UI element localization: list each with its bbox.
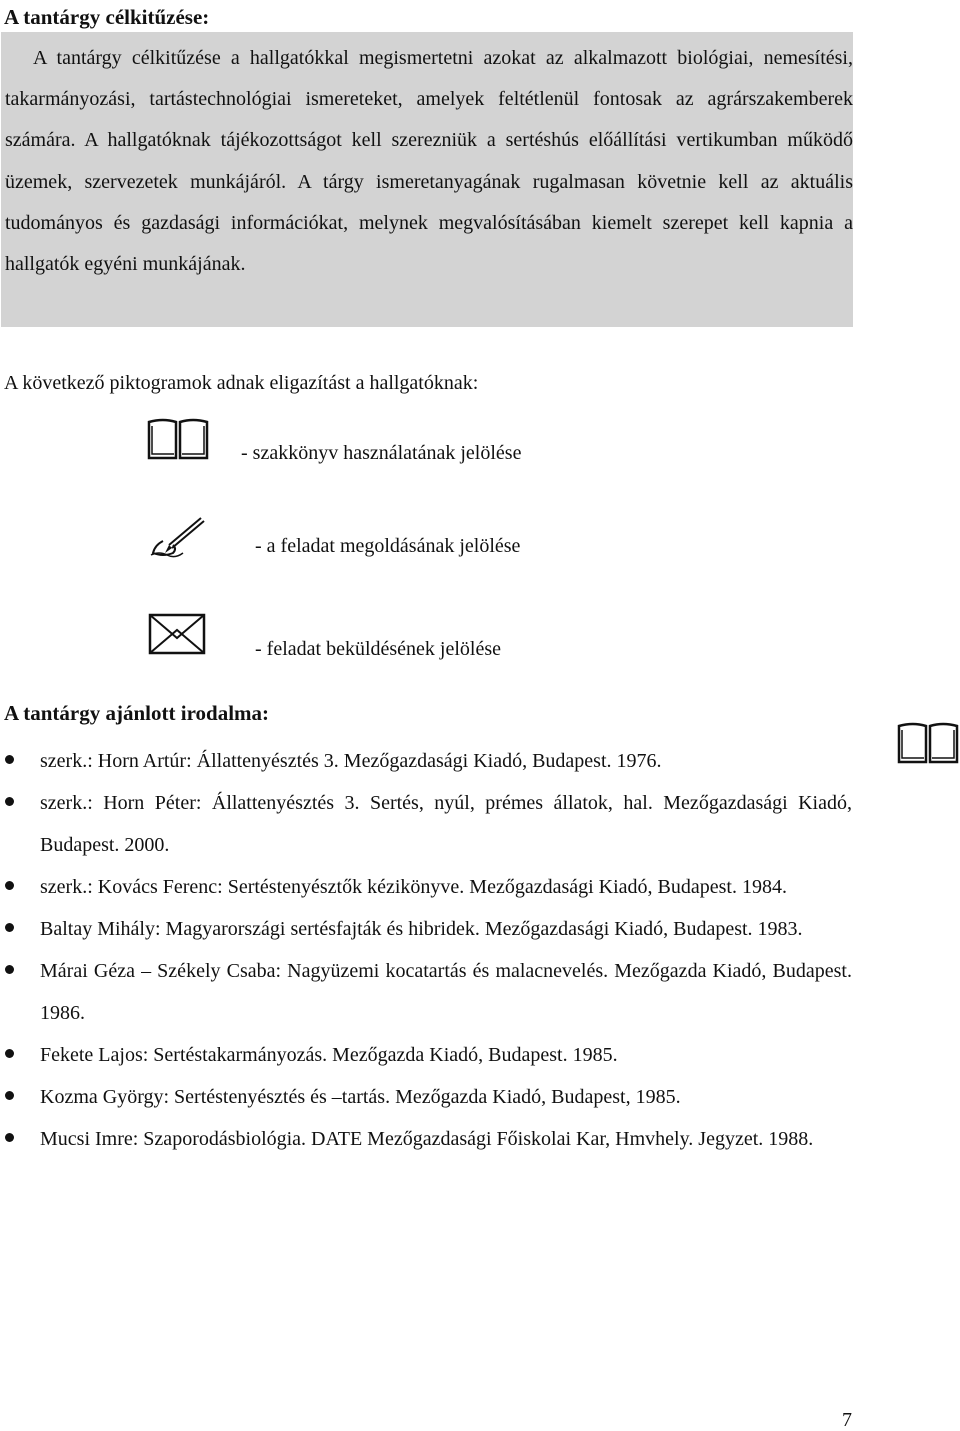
literature-item: szerk.: Horn Artúr: Állattenyésztés 3. Mezőgazdasági Kiadó, Budapest. 1976. xyxy=(0,740,852,782)
literature-item: Baltay Mihály: Magyarországi sertésfajták és hibridek. Mezőgazdasági Kiadó, Budapest. 1983. xyxy=(0,908,852,950)
pictogram-label-writing: - a feladat megoldásának jelölése xyxy=(255,535,521,557)
page-number: 7 xyxy=(842,1409,852,1431)
pictogram-label-envelope: - feladat beküldésének jelölése xyxy=(255,638,501,660)
literature-item: Fekete Lajos: Sertéstakarmányozás. Mezőgazda Kiadó, Budapest. 1985. xyxy=(0,1034,852,1076)
pictogram-label-book: - szakkönyv használatának jelölése xyxy=(241,442,522,464)
envelope-icon xyxy=(148,612,206,661)
literature-item: Márai Géza – Székely Csaba: Nagyüzemi kocatartás és malacnevelés. Mezőgazda Kiadó, Budapest. 1986. xyxy=(0,950,852,1034)
literature-item: Mucsi Imre: Szaporodásbiológia. DATE Mezőgazdasági Főiskolai Kar, Hmvhely. Jegyzet. 1988. xyxy=(0,1118,852,1160)
literature-item: szerk.: Kovács Ferenc: Sertéstenyésztők kézikönyve. Mezőgazdasági Kiadó, Budapest. 1984. xyxy=(0,866,852,908)
literature-item: Kozma György: Sertéstenyésztés és –tartás. Mezőgazda Kiadó, Budapest, 1985. xyxy=(0,1076,852,1118)
literature-item: szerk.: Horn Péter: Állattenyésztés 3. Sertés, nyúl, prémes állatok, hal. Mezőgazdasági Kiadó, Budapest. 2000. xyxy=(0,782,852,866)
book-icon xyxy=(147,418,209,467)
goal-heading: A tantárgy célkitűzése: xyxy=(4,5,210,29)
literature-heading: A tantárgy ajánlott irodalma: xyxy=(4,701,270,725)
pictograms-intro: A következő piktogramok adnak eligazítást a hallgatóknak: xyxy=(4,372,479,394)
book-icon xyxy=(897,722,959,771)
goal-paragraph: A tantárgy célkitűzése a hallgatókkal megismertetni azokat az alkalmazott biológiai, nemesítési, takarmányozási, tartástechnológiai ismereteket, amelyek feltétlenül fontosak az agrárszakemberek számára. A hallgatóknak tájékozottságot kell szerezniük a sertéshús előállítási vertikumban működő üzemek, szervezetek munkájáról. A tárgy ismeretanyagának rugalmasan követnie kell az aktuális tudományos és gazdasági információkat, melynek megvalósításában kiemelt szerepet kell kapnia a hallgatók egyéni munkájának. xyxy=(5,47,853,276)
writing-hand-icon xyxy=(149,515,207,564)
literature-list xyxy=(0,740,852,1160)
